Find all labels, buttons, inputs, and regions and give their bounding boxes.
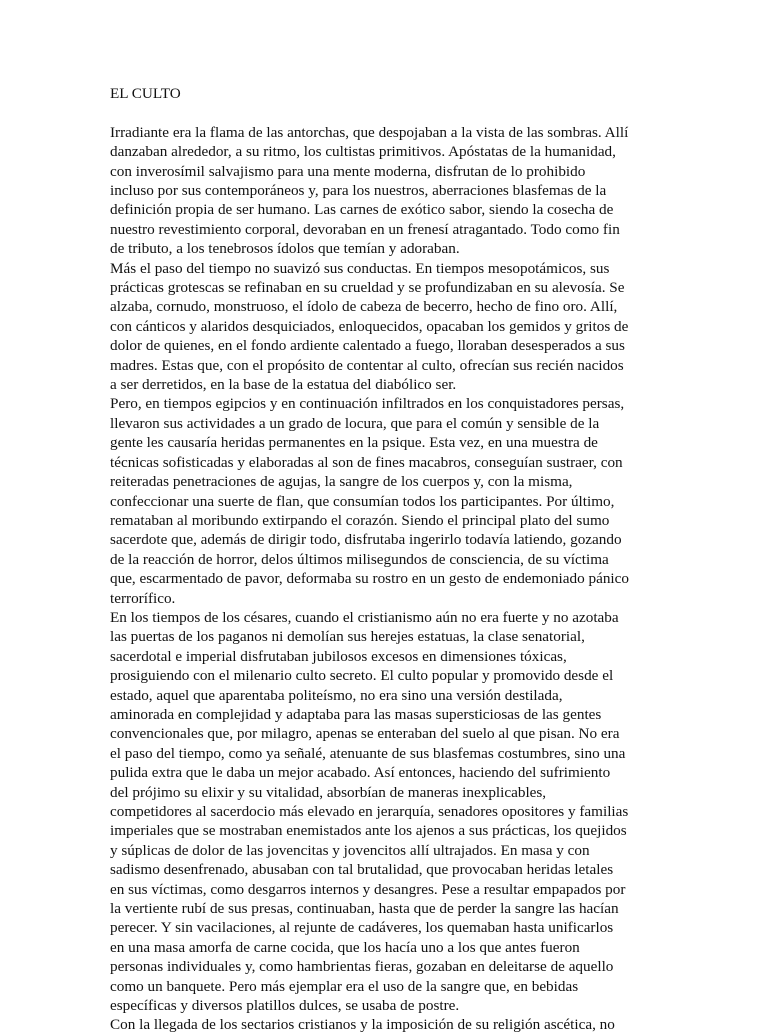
paragraph-3: Pero, en tiempos egipcios y en continuación infiltrados en los conquistadores persas, llevaron sus actividades a un grado de locura, que para el común y sensible de la gente les causaría heridas permanentes en la psique. Esta vez, en una muestra de técnicas sofisticadas y elaboradas al son de fines macabros, conseguían sustraer, con reiteradas penetraciones de agujas, la sangre de los cuerpos y, con la misma, confeccionar una suerte de flan, que consumían todos los participantes. Por último, remataban al moribundo extirpando el corazón. Siendo el principal plato del sumo sacerdote que, además de dirigir todo, disfrutaba ingerirlo todavía latiendo, gozando de la reacción de horror, delos últimos milisegundos de consciencia, de su víctima que, escarmentado de pavor, deformaba su rostro en un gesto de endemoniado pánico terrorífico. — [110, 395, 629, 607]
paragraph-2: Más el paso del tiempo no suavizó sus conductas. En tiempos mesopotámicos, sus prácticas grotescas se refinaban en su crueldad y se profundizaban en su alevosía. Se alzaba, cornudo, monstruoso, el ídolo de cabeza de becerro, hecho de fino oro. Allí, con cánticos y alaridos desquiciados, enloquecidos, opacaban los gemidos y gritos de dolor de quienes, en el fondo ardiente calentado a fuego, lloraban desesperados a sus madres. Estas que, con el propósito de contentar al culto, ofrecían sus recién nacidos a ser derretidos, en la base de la estatua del diabólico ser. — [110, 259, 629, 394]
document-title: EL CULTO — [110, 85, 181, 102]
paragraph-5: Con la llegada de los sectarios cristianos y la imposición de su religión ascética, no — [110, 1016, 615, 1034]
paragraph-4: En los tiempos de los césares, cuando el cristianismo aún no era fuerte y no azotaba las puertas de los paganos ni demolían sus herejes estatuas, la clase senatorial, sacerdotal e imperial disfrutaban jubilosos excesos en dimensiones tóxicas, prosiguiendo con el milenario culto secreto. El culto popular y promovido desde el estado, aquel que aparentaba politeísmo, no era sino una versión destilada, aminorada en complejidad y adaptaba para las masas supersticiosas de las gentes convencionales que, por milagro, apenas se enteraban del suelo al que pisan. No era el paso del tiempo, como ya señalé, atenuante de sus blasfemas costumbres, sino una pulida extra que le daba un mejor acabado. Así entonces, haciendo del sufrimiento del prójimo su elixir y su vitalidad, absorbían de maneras inexplicables, competidores al sacerdocio más elevado en jerarquía, senadores opositores y familias imperiales que se mostraban enemistados ante los ajenos a sus prácticas, los quejidos y súplicas de dolor de las jovencitas y jovencitos allí ultrajados. En masa y con sadismo desenfrenado, abusaban con tal brutalidad, que provocaban heridas letales en sus víctimas, como desgarros internos y desangres. Pese a resultar empapados por la vertiente rubí de sus presas, continuaban, hasta que de perder la sangre las hacían perecer. Y sin vacilaciones, al rejunte de cadáveres, los quemaban hasta unificarlos en una masa amorfa de carne cocida, que los hacía uno a los que antes fueron personas individuales y, como hambrientas fieras, gozaban en deleitarse de aquello como un banquete. Pero más ejemplar era el uso de la sangre que, en bebidas específicas y diversos platillos dulces, se usaba de postre. — [110, 608, 629, 1015]
paragraph-1: Irradiante era la flama de las antorchas, que despojaban a la vista de las sombras. Allí danzaban alrededor, a su ritmo, los cultistas primitivos. Apóstatas de la humanidad, con inverosímil salvajismo para una mente moderna, disfrutan de lo prohibido incluso por sus contemporáneos y, para los nuestros, aberraciones blasfemas de la definición propia de ser humano. Las carnes de exótico sabor, siendo la cosecha de nuestro revestimiento corporal, devoraban en un frenesí atragantado. Todo como fin de tributo, a los tenebrosos ídolos que temían y adoraban. — [110, 123, 629, 258]
document-body — [110, 84, 630, 1035]
